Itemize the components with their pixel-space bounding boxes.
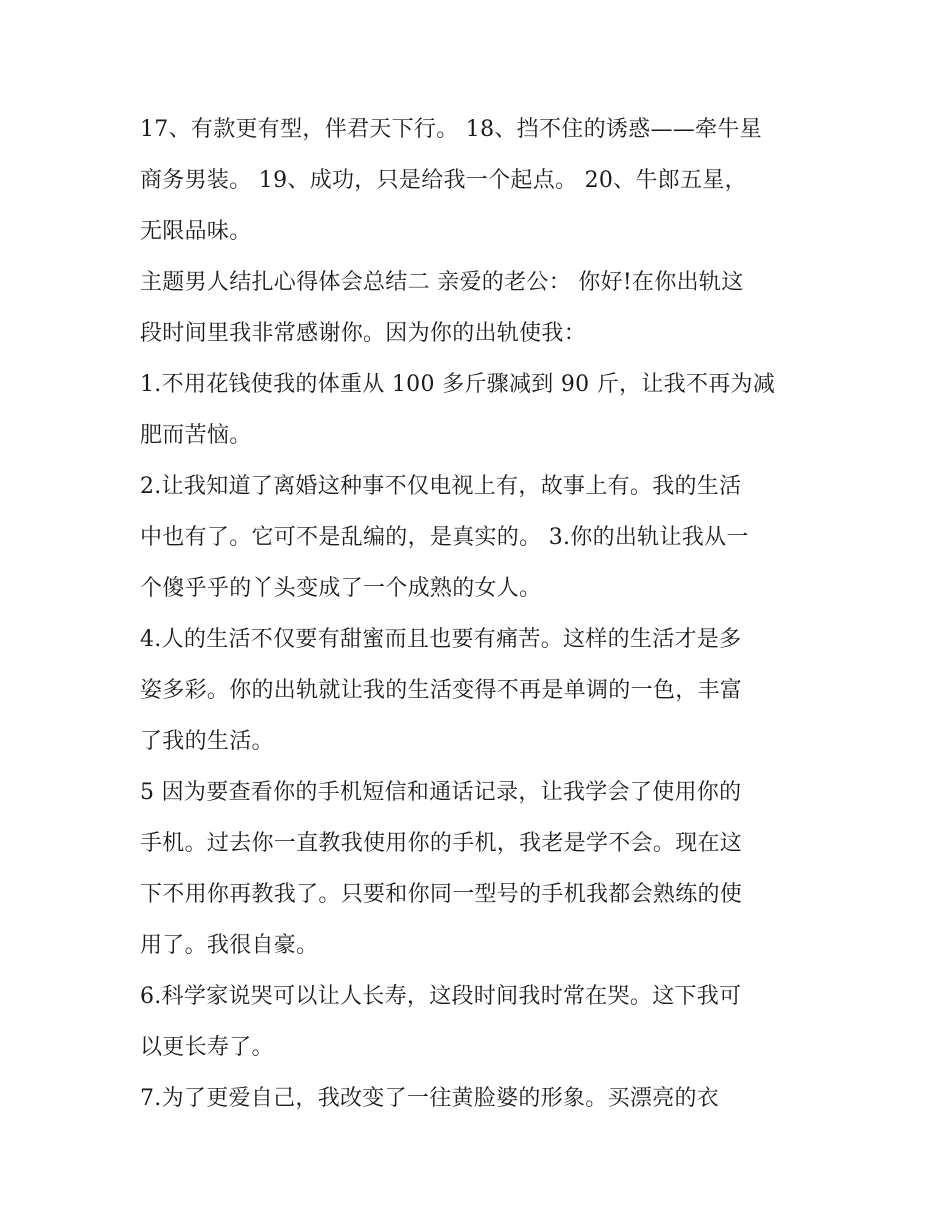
paragraph-item-5: 5 因为要查看你的手机短信和通话记录，让我学会了使用你的 手机。过去你一直教我使用你的手机，我老是学不会。现在这 下不用你再教我了。只要和你同一型号的手机我都会熟练的使 用了。我很自豪。 (140, 780, 743, 958)
document-body (140, 104, 812, 1124)
paragraph-item-1: 1.不用花钱使我的体重从 100 多斤骤减到 90 斤，让我不再为减 肥而苦恼。 (140, 372, 776, 448)
paragraph-item-7: 7.为了更爱自己，我改变了一往黄脸婆的形象。买漂亮的衣 (140, 1086, 720, 1111)
paragraph-item-2-3: 2.让我知道了离婚这种事不仅电视上有，故事上有。我的生活 中也有了。它可不是乱编的，是真实的。 3.你的出轨让我从一 个傻乎乎的丫头变成了一个成熟的女人。 (140, 474, 749, 601)
paragraph-item-4: 4.人的生活不仅要有甜蜜而且也要有痛苦。这样的生活才是多 姿多彩。你的出轨就让我的生活变得不再是单调的一色，丰富 了我的生活。 (140, 627, 743, 754)
paragraph-letter-opening: 主题男人结扎心得体会总结二 亲爱的老公： 你好!在你出轨这 段时间里我非常感谢你。因为你的出轨使我： (140, 270, 744, 346)
paragraph-slogans: 17、有款更有型，伴君天下行。 18、挡不住的诱惑——牵牛星 商务男装。 19、成功，只是给我一个起点。 20、牛郎五星， 无限品味。 (140, 117, 762, 244)
paragraph-item-6: 6.科学家说哭可以让人长寿，这段时间我时常在哭。这下我可 以更长寿了。 (140, 984, 742, 1060)
